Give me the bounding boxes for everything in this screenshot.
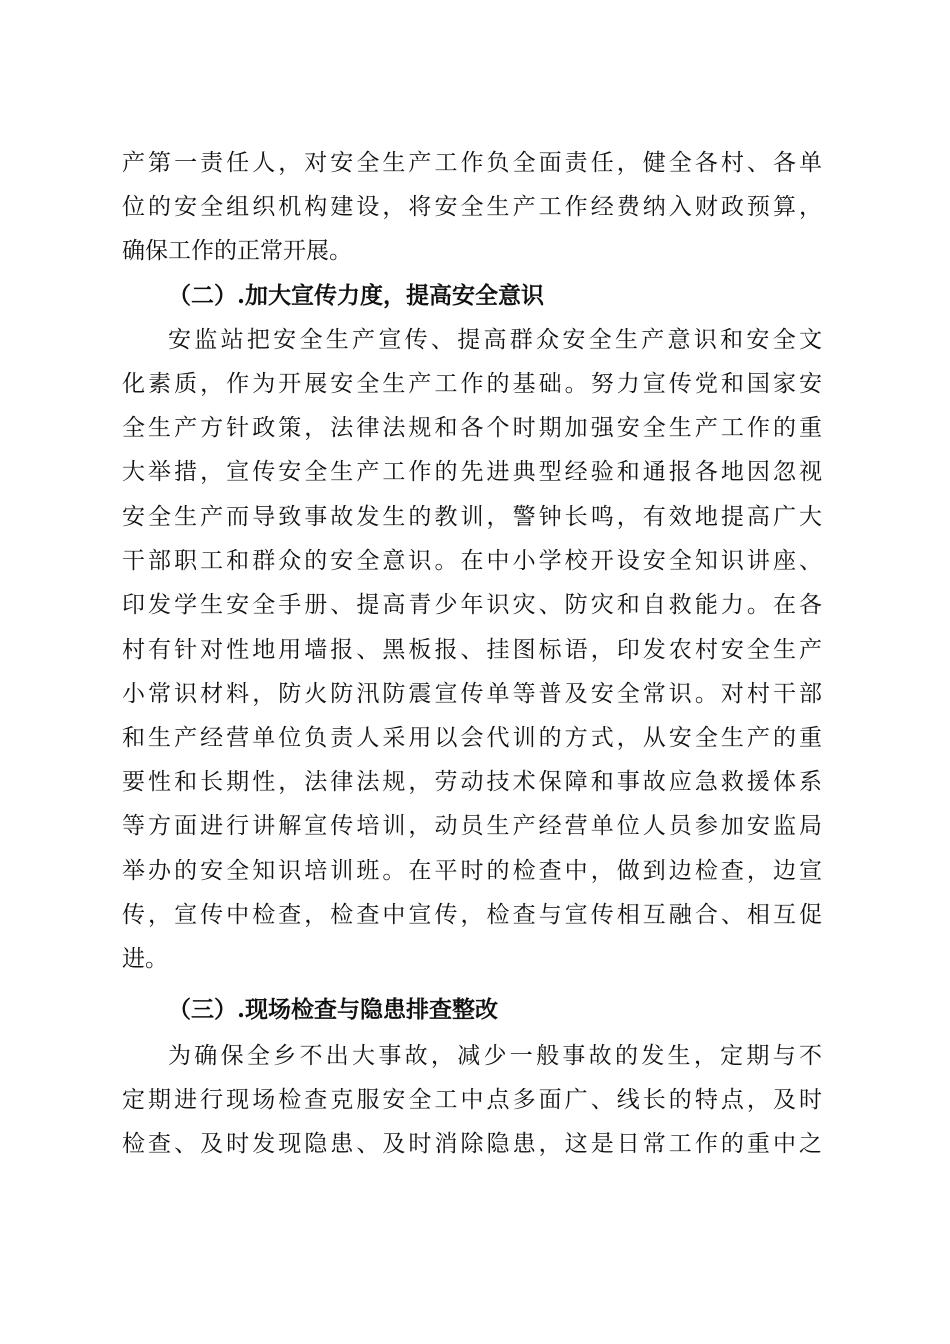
text-line: 和生产经营单位负责人采用以会代训的方式，从安全生产的重 (122, 725, 822, 751)
text-line: 安全生产而导致事故发生的教训，警钟长鸣，有效地提高广大 (122, 504, 822, 530)
section-heading-2: （二）.加大宣传力度，提高安全意识 (168, 282, 545, 309)
text-line: 确保工作的正常开展。 (122, 238, 352, 264)
text-line: 进。 (122, 946, 168, 972)
text-line: 要性和长期性，法律法规，劳动技术保障和事故应急救援体系 (122, 769, 822, 795)
text-line: 等方面进行讲解宣传培训，动员生产经营单位人员参加安监局 (122, 813, 822, 839)
text-line: 定期进行现场检查克服安全工中点多面广、线长的特点，及时 (122, 1087, 822, 1113)
text-line: 位的安全组织机构建设，将安全生产工作经费纳入财政预算， (122, 194, 822, 220)
text-line: 干部职工和群众的安全意识。在中小学校开设安全知识讲座、 (122, 548, 822, 574)
text-line: 化素质，作为开展安全生产工作的基础。努力宣传党和国家安 (122, 371, 822, 397)
text-line: 印发学生安全手册、提高青少年识灾、防灾和自救能力。在各 (122, 592, 822, 618)
text-line: 检查、及时发现隐患、及时消除隐患，这是日常工作的重中之 (122, 1131, 822, 1157)
text-line: 村有针对性地用墙报、黑板报、挂图标语，印发农村安全生产 (122, 637, 822, 663)
paragraph-first-line: 安监站把安全生产宣传、提高群众安全生产意识和安全文 (168, 327, 822, 353)
text-line: 举办的安全知识培训班。在平时的检查中，做到边检查，边宣 (122, 858, 822, 884)
text-line: 大举措，宣传安全生产工作的先进典型经验和通报各地因忽视 (122, 459, 822, 485)
text-line: 全生产方针政策，法律法规和各个时期加强安全生产工作的重 (122, 415, 822, 441)
section-heading-3: （三）.现场检查与隐患排查整改 (168, 996, 499, 1023)
text-line: 传，宣传中检查，检查中宣传，检查与宣传相互融合、相互促 (122, 902, 822, 928)
paragraph-first-line: 为确保全乡不出大事故，减少一般事故的发生，定期与不 (168, 1043, 822, 1069)
text-line: 小常识材料，防火防汛防震宣传单等普及安全常识。对村干部 (122, 681, 822, 707)
text-line: 产第一责任人，对安全生产工作负全面责任，健全各村、各单 (122, 150, 822, 176)
